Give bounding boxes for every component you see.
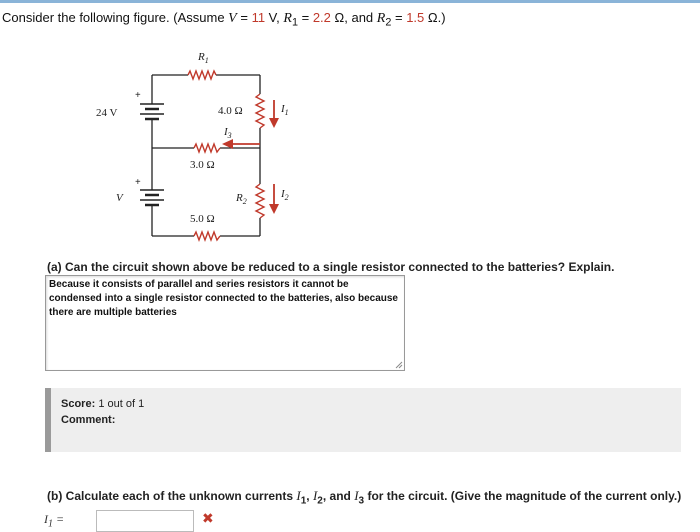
part-b-text-start: (b) Calculate each of the unknown currents [47, 489, 297, 503]
r2-value: 1.5 [406, 10, 425, 25]
r2-symbol: R [376, 11, 386, 26]
resistor-5ohm-label: 5.0 Ω [190, 213, 215, 225]
i3-label-sub: 3 [227, 131, 232, 140]
equals-sign: = [236, 10, 252, 25]
r1-value: 2.2 [312, 10, 331, 25]
i2-arrow-icon [269, 184, 279, 214]
i1-answer-equals: = [53, 512, 65, 526]
problem-close: .) [437, 10, 446, 25]
part-b-question [47, 488, 681, 506]
comment-label: Comment: [61, 414, 116, 426]
r1-unit: Ω [330, 10, 345, 25]
score-value: 1 out of 1 [98, 398, 145, 410]
top-bar [0, 0, 700, 3]
equals-sign: = [297, 10, 313, 25]
resistor-4ohm-label: 4.0 Ω [218, 105, 243, 117]
r2-resistor [256, 184, 264, 218]
i1-answer-label [44, 512, 64, 529]
battery-v [140, 190, 164, 205]
i1-arrow-icon [269, 100, 279, 128]
score-label: Score: [61, 398, 96, 410]
svg-text:I1 [280, 103, 289, 117]
r2-subscript: 2 [385, 16, 392, 29]
v-unit: V, [265, 10, 284, 25]
battery-top-label: 24 V [96, 107, 118, 119]
part-a-answer-textarea[interactable] [45, 275, 405, 371]
and-text: , and [344, 10, 377, 25]
i1-answer-row [44, 508, 244, 530]
i1-answer-input[interactable] [96, 510, 194, 532]
v-value: 11 [251, 10, 266, 25]
circuit-wires [152, 75, 260, 236]
part-b-sep2: , and [322, 489, 355, 503]
resistor-4ohm [256, 94, 264, 128]
resize-grip-icon[interactable] [395, 361, 403, 369]
i3-label: I [224, 126, 228, 138]
part-b-sep1: , [306, 489, 313, 503]
part-b-i2-sub: 2 [317, 495, 323, 507]
i2-label: I [281, 188, 285, 200]
v-symbol: V [228, 11, 237, 26]
part-b-i3: I [354, 488, 359, 503]
part-a-question: (a) Can the circuit shown above be reduced to a single resistor connected to the batteries? Explain. [47, 260, 615, 274]
i2-label-sub: 2 [284, 193, 289, 202]
svg-text:I2 [280, 188, 289, 202]
resistor-3ohm-label: 3.0 Ω [190, 159, 215, 171]
r1-label: R [198, 51, 205, 63]
battery-bottom-label: V [116, 192, 123, 204]
i1-label-sub: 1 [284, 108, 289, 117]
i1-answer-label-symbol: I [44, 512, 48, 526]
problem-intro: Consider the following figure. (Assume [2, 10, 229, 25]
r1-label-sub: 1 [204, 56, 209, 65]
resistor-3ohm [194, 144, 220, 152]
wrong-mark-icon: ✖ [202, 510, 214, 526]
svg-text:R1 [197, 51, 209, 65]
part-b-i2: I [312, 488, 318, 503]
circuit-diagram [90, 42, 310, 247]
r1-symbol: R [283, 11, 292, 26]
equals-sign: = [391, 10, 407, 25]
battery-24v [140, 104, 164, 119]
score-panel [45, 388, 681, 452]
r2-label-sub: 2 [242, 197, 247, 206]
part-a-answer-text: Because it consists of parallel and series resistors it cannot be condensed into a single resistor connected to the batteries, also because there are multiple batteries [49, 279, 398, 318]
part-b-text-end: for the circuit. (Give the magnitude of the current only.) [364, 489, 682, 503]
part-b-i3-sub: 3 [358, 495, 365, 507]
svg-text:I3 [223, 126, 232, 140]
r2-unit: Ω [424, 10, 438, 25]
battery-top-plus: + [135, 90, 141, 101]
r2-label: R [236, 192, 243, 204]
part-b-i1: I [296, 488, 301, 503]
r1-subscript: 1 [291, 16, 298, 29]
part-b-i1-sub: 1 [300, 495, 307, 507]
r1-resistor [188, 71, 216, 79]
problem-statement [2, 10, 446, 29]
svg-text:R2 [235, 192, 247, 206]
resistor-5ohm [194, 232, 220, 240]
comment-row [61, 414, 671, 426]
i1-label: I [281, 103, 285, 115]
battery-bottom-plus: + [135, 177, 141, 188]
score-row [61, 398, 671, 410]
i1-answer-label-sub: 1 [48, 518, 53, 530]
